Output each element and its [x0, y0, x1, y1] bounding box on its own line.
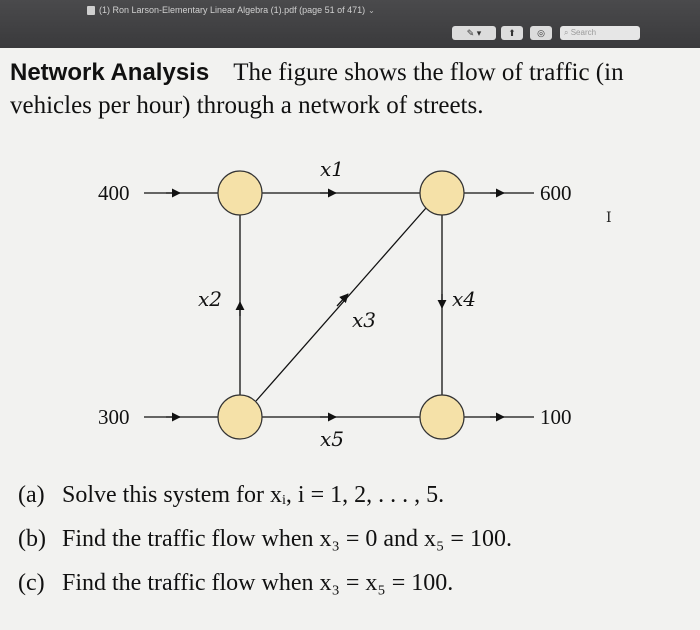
annotate-pencil-button[interactable]: ✎ ▾ — [452, 26, 496, 40]
search-icon: ⌕ — [564, 28, 571, 37]
search-placeholder: Search — [570, 28, 597, 37]
question-text: Find the traffic flow when x₃ = 0 and x₅ = 100. — [62, 526, 512, 552]
label-x1 — [320, 157, 344, 181]
label-x5-text: x5 — [320, 427, 345, 451]
window-titlebar — [0, 0, 700, 48]
label-x2-text: x2 — [198, 287, 223, 311]
question-b — [18, 526, 678, 570]
label-x1-text: x1 — [320, 157, 345, 181]
question-a — [18, 482, 678, 526]
window-title-text: (1) Ron Larson-Elementary Linear Algebra (1).pdf (page 51 of 471) — [99, 5, 366, 15]
label-x4 — [452, 287, 476, 311]
label-x3-text: x3 — [352, 308, 377, 332]
question-text: Find the traffic flow when x₃ = x₅ = 100. — [62, 570, 454, 596]
share-button[interactable]: ⬆ — [501, 26, 523, 40]
markup-button[interactable]: ◎ — [530, 26, 552, 40]
node-bottom-right — [420, 395, 464, 439]
arrow-x3 — [337, 294, 348, 306]
node-top-left — [218, 171, 262, 215]
problem-title: Network Analysis — [10, 59, 210, 86]
question-label: (a) — [18, 482, 45, 508]
pdf-page — [0, 48, 700, 630]
label-out-100: 100 — [540, 405, 572, 429]
text-cursor-icon: I — [606, 210, 612, 226]
window-title[interactable] — [99, 5, 375, 15]
label-in-300: 300 — [98, 405, 130, 429]
pdf-document-icon — [87, 6, 95, 15]
label-x2 — [198, 287, 222, 311]
label-in-400: 400 — [98, 181, 130, 205]
label-x3 — [352, 308, 376, 332]
label-out-600: 600 — [540, 181, 572, 205]
search-input[interactable] — [560, 26, 640, 40]
chevron-down-icon[interactable]: ⌄ — [368, 6, 375, 15]
question-label: (c) — [18, 570, 45, 596]
problem-intro-text: The figure shows the flow of traffic (in vehicles per hour) through a network of streets. — [10, 59, 624, 119]
question-c — [18, 570, 678, 614]
edge-x3 — [256, 208, 426, 401]
node-bottom-left — [218, 395, 262, 439]
label-x4-text: x4 — [452, 287, 477, 311]
question-text: Solve this system for xᵢ, i = 1, 2, . . . , 5. — [62, 482, 445, 508]
node-top-right — [420, 171, 464, 215]
question-list — [18, 482, 678, 614]
question-label: (b) — [18, 526, 46, 552]
label-x5 — [320, 427, 344, 451]
